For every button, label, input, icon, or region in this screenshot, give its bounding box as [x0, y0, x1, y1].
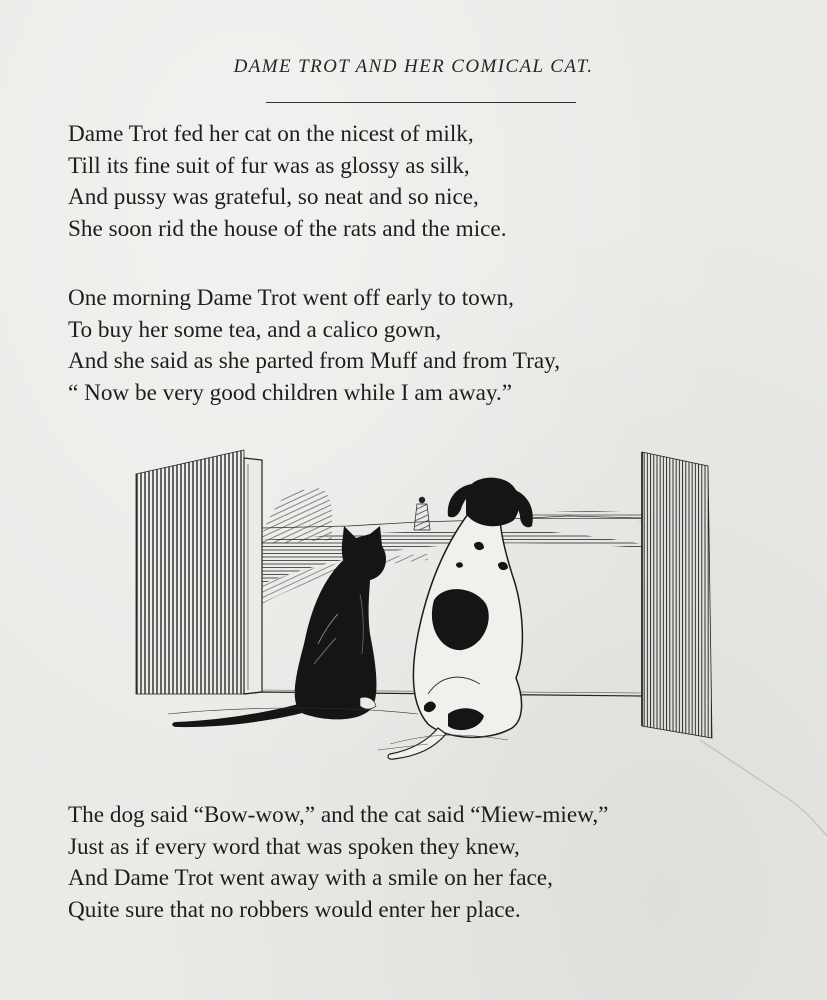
distant-figure-icon — [414, 497, 430, 530]
spotted-dog-icon — [388, 478, 533, 759]
verse-line: And she said as she parted from Muff and from Tray, — [68, 348, 561, 374]
verse-line: She soon rid the house of the rats and the mice. — [68, 215, 507, 242]
paper-crease-icon — [700, 740, 827, 860]
cat-and-dog-at-open-door-icon — [128, 444, 718, 774]
right-door-panel — [642, 452, 712, 738]
poem-title: DAME TROT AND HER COMICAL CAT. — [233, 56, 594, 77]
stanza-3 — [68, 800, 608, 926]
verse-line: Dame Trot fed her cat on the nicest of milk, — [68, 121, 474, 147]
verse-line: “ Now be very good children while I am away.” — [68, 379, 513, 406]
verse-line: To buy her some tea, and a calico gown, — [68, 316, 442, 343]
verse-line: And Dame Trot went away with a smile on her face, — [68, 865, 553, 891]
verse-line: Just as if every word that was spoken they knew, — [68, 833, 520, 860]
verse-line: And pussy was grateful, so neat and so nice, — [68, 184, 479, 210]
title-divider — [266, 102, 576, 103]
verse-line: The dog said “Bow-wow,” and the cat said “Miew-miew,” — [68, 802, 609, 828]
verse-line: Quite sure that no robbers would enter her place. — [68, 896, 521, 923]
stanza-1 — [68, 119, 507, 245]
left-door-panel — [136, 450, 262, 694]
verse-line: Till its fine suit of fur was as glossy as silk, — [68, 152, 470, 179]
stanza-2 — [68, 283, 560, 409]
verse-line: One morning Dame Trot went off early to town, — [68, 285, 514, 311]
